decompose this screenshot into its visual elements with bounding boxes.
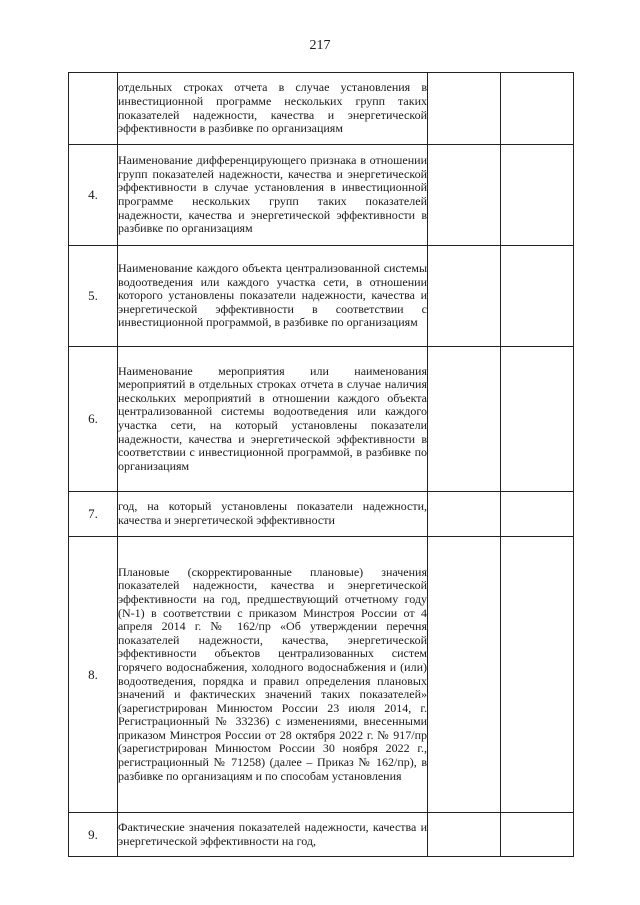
empty-cell bbox=[428, 813, 501, 857]
row-number: 6. bbox=[69, 347, 118, 492]
row-description-text: Наименование мероприятия или наименования мероприятий в отдельных строках отчета в случае наличия нескольких мероприятий в отношении каждого объекта централизованной системы водоотведения или каждого участка сети, на который установлены показатели надежности, качества и энергетической эффективности в соответствии с инвестиционной программой, в разбивке по организациям bbox=[118, 363, 427, 473]
row-description bbox=[118, 492, 428, 537]
empty-cell bbox=[428, 492, 501, 537]
table-row bbox=[69, 347, 574, 492]
row-description bbox=[118, 145, 428, 246]
row-description-text: Фактические значения показателей надежности, качества и энергетической эффективности на год, bbox=[118, 819, 427, 848]
empty-cell bbox=[501, 246, 574, 347]
empty-cell bbox=[501, 492, 574, 537]
table-row bbox=[69, 537, 574, 813]
row-description-text: Плановые (скорректированные плановые) значения показателей надежности, качества и энергетической эффективности на год, предшествующий отчетному году (N-1) в соответствии с приказом Минстроя России от 4 апреля 2014 г. № 162/пр «Об утверждении перечня показателей надежности, качества, энергетической эффективности объектов централизованных систем горячего водоснабжения, холодного водоснабжения и (или) водоотведения, порядка и правил определения плановых значений и фактических значений таких показателей» (зарегистрирован Минюстом России 23 июля 2014, г. Регистрационный № 33236) с изменениями, внесенными приказом Минстроя России от 28 октября 2022 г. № 917/пр (зарегистрирован Минюстом России 30 ноября 2022 г., регистрационный № 71258) (далее – Приказ № 162/пр), в разбивке по организациям и по способам установления bbox=[118, 564, 427, 783]
empty-cell bbox=[428, 537, 501, 813]
row-number: 5. bbox=[69, 246, 118, 347]
empty-cell bbox=[501, 73, 574, 145]
row-number: 9. bbox=[69, 813, 118, 857]
row-description-text: год, на который установлены показатели надежности, качества и энергетической эффективности bbox=[118, 499, 427, 527]
table-row bbox=[69, 492, 574, 537]
empty-cell bbox=[428, 347, 501, 492]
table-row bbox=[69, 145, 574, 246]
document-table bbox=[68, 72, 574, 857]
row-description bbox=[118, 537, 428, 813]
table-row bbox=[69, 813, 574, 857]
page-number: 217 bbox=[309, 38, 331, 53]
empty-cell bbox=[428, 145, 501, 246]
row-number: 8. bbox=[69, 537, 118, 813]
empty-cell bbox=[501, 813, 574, 857]
row-number: 7. bbox=[69, 492, 118, 537]
empty-cell bbox=[501, 145, 574, 246]
row-description bbox=[118, 813, 428, 857]
empty-cell bbox=[501, 537, 574, 813]
empty-cell bbox=[501, 347, 574, 492]
row-number bbox=[69, 73, 118, 145]
empty-cell bbox=[428, 246, 501, 347]
table-row bbox=[69, 246, 574, 347]
row-description-text: Наименование дифференцирующего признака в отношении групп показателей надежности, качества и энергетической эффективности в случае установления в инвестиционной программе нескольких групп таких показателей надежности, качества и энергетической эффективности в разбивке по организациям bbox=[118, 153, 427, 236]
row-description bbox=[118, 73, 428, 145]
row-description-text: Наименование каждого объекта централизованной системы водоотведения или каждого участка сети, в отношении которого установлены показатели надежности, качества и энергетической эффективности в соответствии с инвестиционной программой, в разбивке по организациям bbox=[118, 261, 427, 330]
row-description bbox=[118, 347, 428, 492]
table-row bbox=[69, 73, 574, 145]
row-number: 4. bbox=[69, 145, 118, 246]
empty-cell bbox=[428, 73, 501, 145]
row-description-text: отдельных строках отчета в случае установления в инвестиционной программе нескольких групп таких показателей надежности, качества и энергетической эффективности в разбивке по организациям bbox=[118, 80, 427, 136]
row-description bbox=[118, 246, 428, 347]
